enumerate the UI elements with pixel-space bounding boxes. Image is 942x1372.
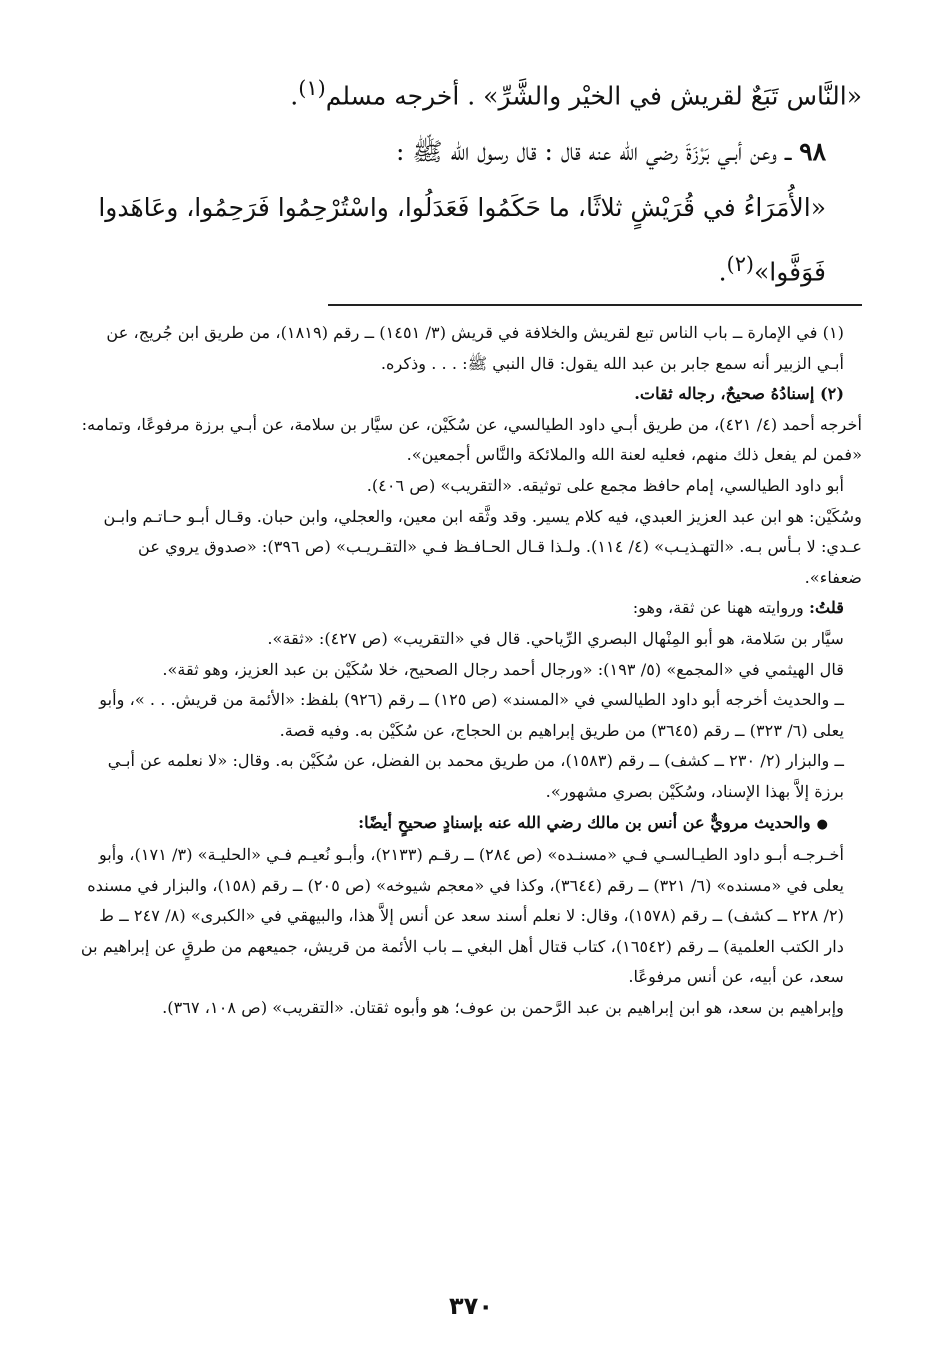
hadith-97-text: «النَّاس تَبَعٌ لقريش في الخيْر والشَّرِّ» . أخرجه مسلم — [325, 81, 862, 111]
footnotes — [80, 318, 862, 1024]
footnote-paragraph: ●والحديث مرويٌّ عن أنس بن مالك رضي الله عنه بإسنادٍ صحيحٍ أيضًا: — [358, 812, 828, 832]
bullet-icon: ● — [816, 816, 828, 832]
footnote-paragraph: أخـرجـه أبـو داود الطيـالسـي فـي «مسنـده» (ص ٢٨٤) ــ رقـم (٢١٣٣)، وأبـو نُعيـم فـي «الحليـة» (٣/ ١٧١)، وأبو يعلى في «مسنده» (٦/ ٣٢١) ــ رقم (٣٦٤٤)، وكذا في «معجم شيوخه» (ص ٢٠٥) ــ رقم (١٥٨)، والبزار في مسنده (٢/ ٢٢٨ ــ كشف) ــ رقم (١٥٧٨)، وقال: لا نعلم أسند سعد عن أنس إلاَّ هذا، والبيهقي في «الكبرى» (٨/ ٢٤٧ ــ ط دار الكتب العلمية) ــ رقم (١٦٥٤٢)، كتاب قتال أهل البغي ــ باب الأئمة من قريش، جميعهم من طرقٍ عن إبراهيم بن سعد، عن أبيه، عن أنس مرفوعًا. — [80, 845, 844, 987]
footnote-1: (١) في الإمارة ــ باب الناس تبع لقريش والخلافة في قريش (٣/ ١٤٥١) ــ رقم (١٨١٩)، من طريق ابن جُريج، عن أبـي الزبير أنه سمع جابر بن عبد الله يقول: قال النبي ﷺ: . . . وذكره. — [106, 323, 844, 373]
footnote-paragraph: ــ والحديث أخرجه أبو داود الطيالسي في «المسند» (ص ١٢٥) ــ رقم (٩٢٦) بلفظ: «الأئمة من قريش. . . »، وأبو يعلى (٦/ ٣٢٣) ــ رقم (٣٦٤٥) من طريق إبراهيم بن الحجاج، عن سُكَيْن به. وفيه قصة. — [99, 690, 844, 740]
footnote-paragraph — [80, 593, 862, 624]
footnote-paragraph: أبو داود الطيالسي، إمام حافظ مجمع على توثيقه. «التقريب» (ص ٤٠٦). — [366, 475, 844, 495]
footnote-2-title: (٢) إسنادُهُ صحيحٌ، رجاله ثقات. — [634, 384, 844, 404]
footnote-ref-2: (٢) — [726, 252, 755, 277]
footnote-ref-1: (١) — [298, 76, 326, 100]
hadith-98-chain: وعن أبـي بَرْزَةَ رضي الله عنه قال : قال رسول الله ﷺ : — [395, 137, 777, 167]
footnote-paragraph: وسُكَيْن: هو ابن عبد العزيز العبدي، فيه كلام يسير. وقد وثَّقه ابن معين، والعجلي، وابن حبان. وقـال أبـو حـاتـم وابـن عـدي: لا بـأس بـه. «التهـذيـب» (٤/ ١١٤). ولـذا قـال الحـافـظ فـي «التقـريـب» (ص ٣٩٦): «صدوق يروي عن ضعفاء». — [103, 506, 862, 587]
footnote-paragraph: وإبراهيم بن سعد، هو ابن إبراهيم بن عبد الرَّحمن بن عوف؛ هو وأبوه ثقتان. «التقريب» (ص ١٠٨، ٣٦٧). — [162, 998, 844, 1018]
qult-label: قلتُ: — [809, 598, 844, 618]
hadith-number: ٩٨ — [799, 137, 826, 167]
hadith-97-end: «النَّاس تَبَعٌ لقريش في الخيْر والشَّرِّ» . أخرجه مسلم$^{(١)}$. — [290, 76, 862, 111]
footnote-paragraph: ــ والبزار (٢/ ٢٣٠ ــ كشف) ــ رقم (١٥٨٣)، من طريق محمد بن الفضل، عن سُكَيْن به. وقال: «لا نعلمه عن أبـي برزة إلاَّ بهذا الإسناد، وسُكَيْن بصري مشهور». — [107, 751, 844, 801]
hadith-dash: ــ — [784, 137, 792, 167]
page-number: ٣٧٠ — [449, 1292, 493, 1320]
footnote-paragraph: سيَّار بن سَلامة، هو أبو المِنْهال البصري الرِّياحي. قال في «التقريب» (ص ٤٢٧): «ثقة». — [267, 628, 844, 648]
footnote-paragraph: أخرجه أحمد (٤/ ٤٢١)، من طريق أبـي داود الطيالسي، عن سُكَيْن، عن سيَّار بن سلامة، عن أبـي برزة مرفوعًا، وتمامه: «فمن لم يفعل ذلك منهم، فعليه لعنة الله والملائكة والنَّاس أجمعين». — [81, 414, 862, 465]
footnote-paragraph: قال الهيثمي في «المجمع» (٥/ ١٩٣): «ورجال أحمد رجال الصحيح، خلا سُكَيْن بن عبد العزيز، وهو ثقة». — [162, 659, 844, 679]
qult-text: وروايته ههنا عن ثقة، وهو: — [632, 598, 804, 618]
hadith-98-text: «الأُمَرَاءُ في قُرَيْشٍ ثلاثًا، ما حَكَمُوا فَعَدَلُوا، واسْتُرْحِمُوا فَرَحِمُوا، وعَاهَدوا فَوَفَّوا»$^{(٢)}$. — [98, 193, 826, 287]
main-text — [80, 60, 862, 301]
footnote-divider — [328, 304, 862, 306]
hadith-98-intro — [80, 124, 862, 180]
